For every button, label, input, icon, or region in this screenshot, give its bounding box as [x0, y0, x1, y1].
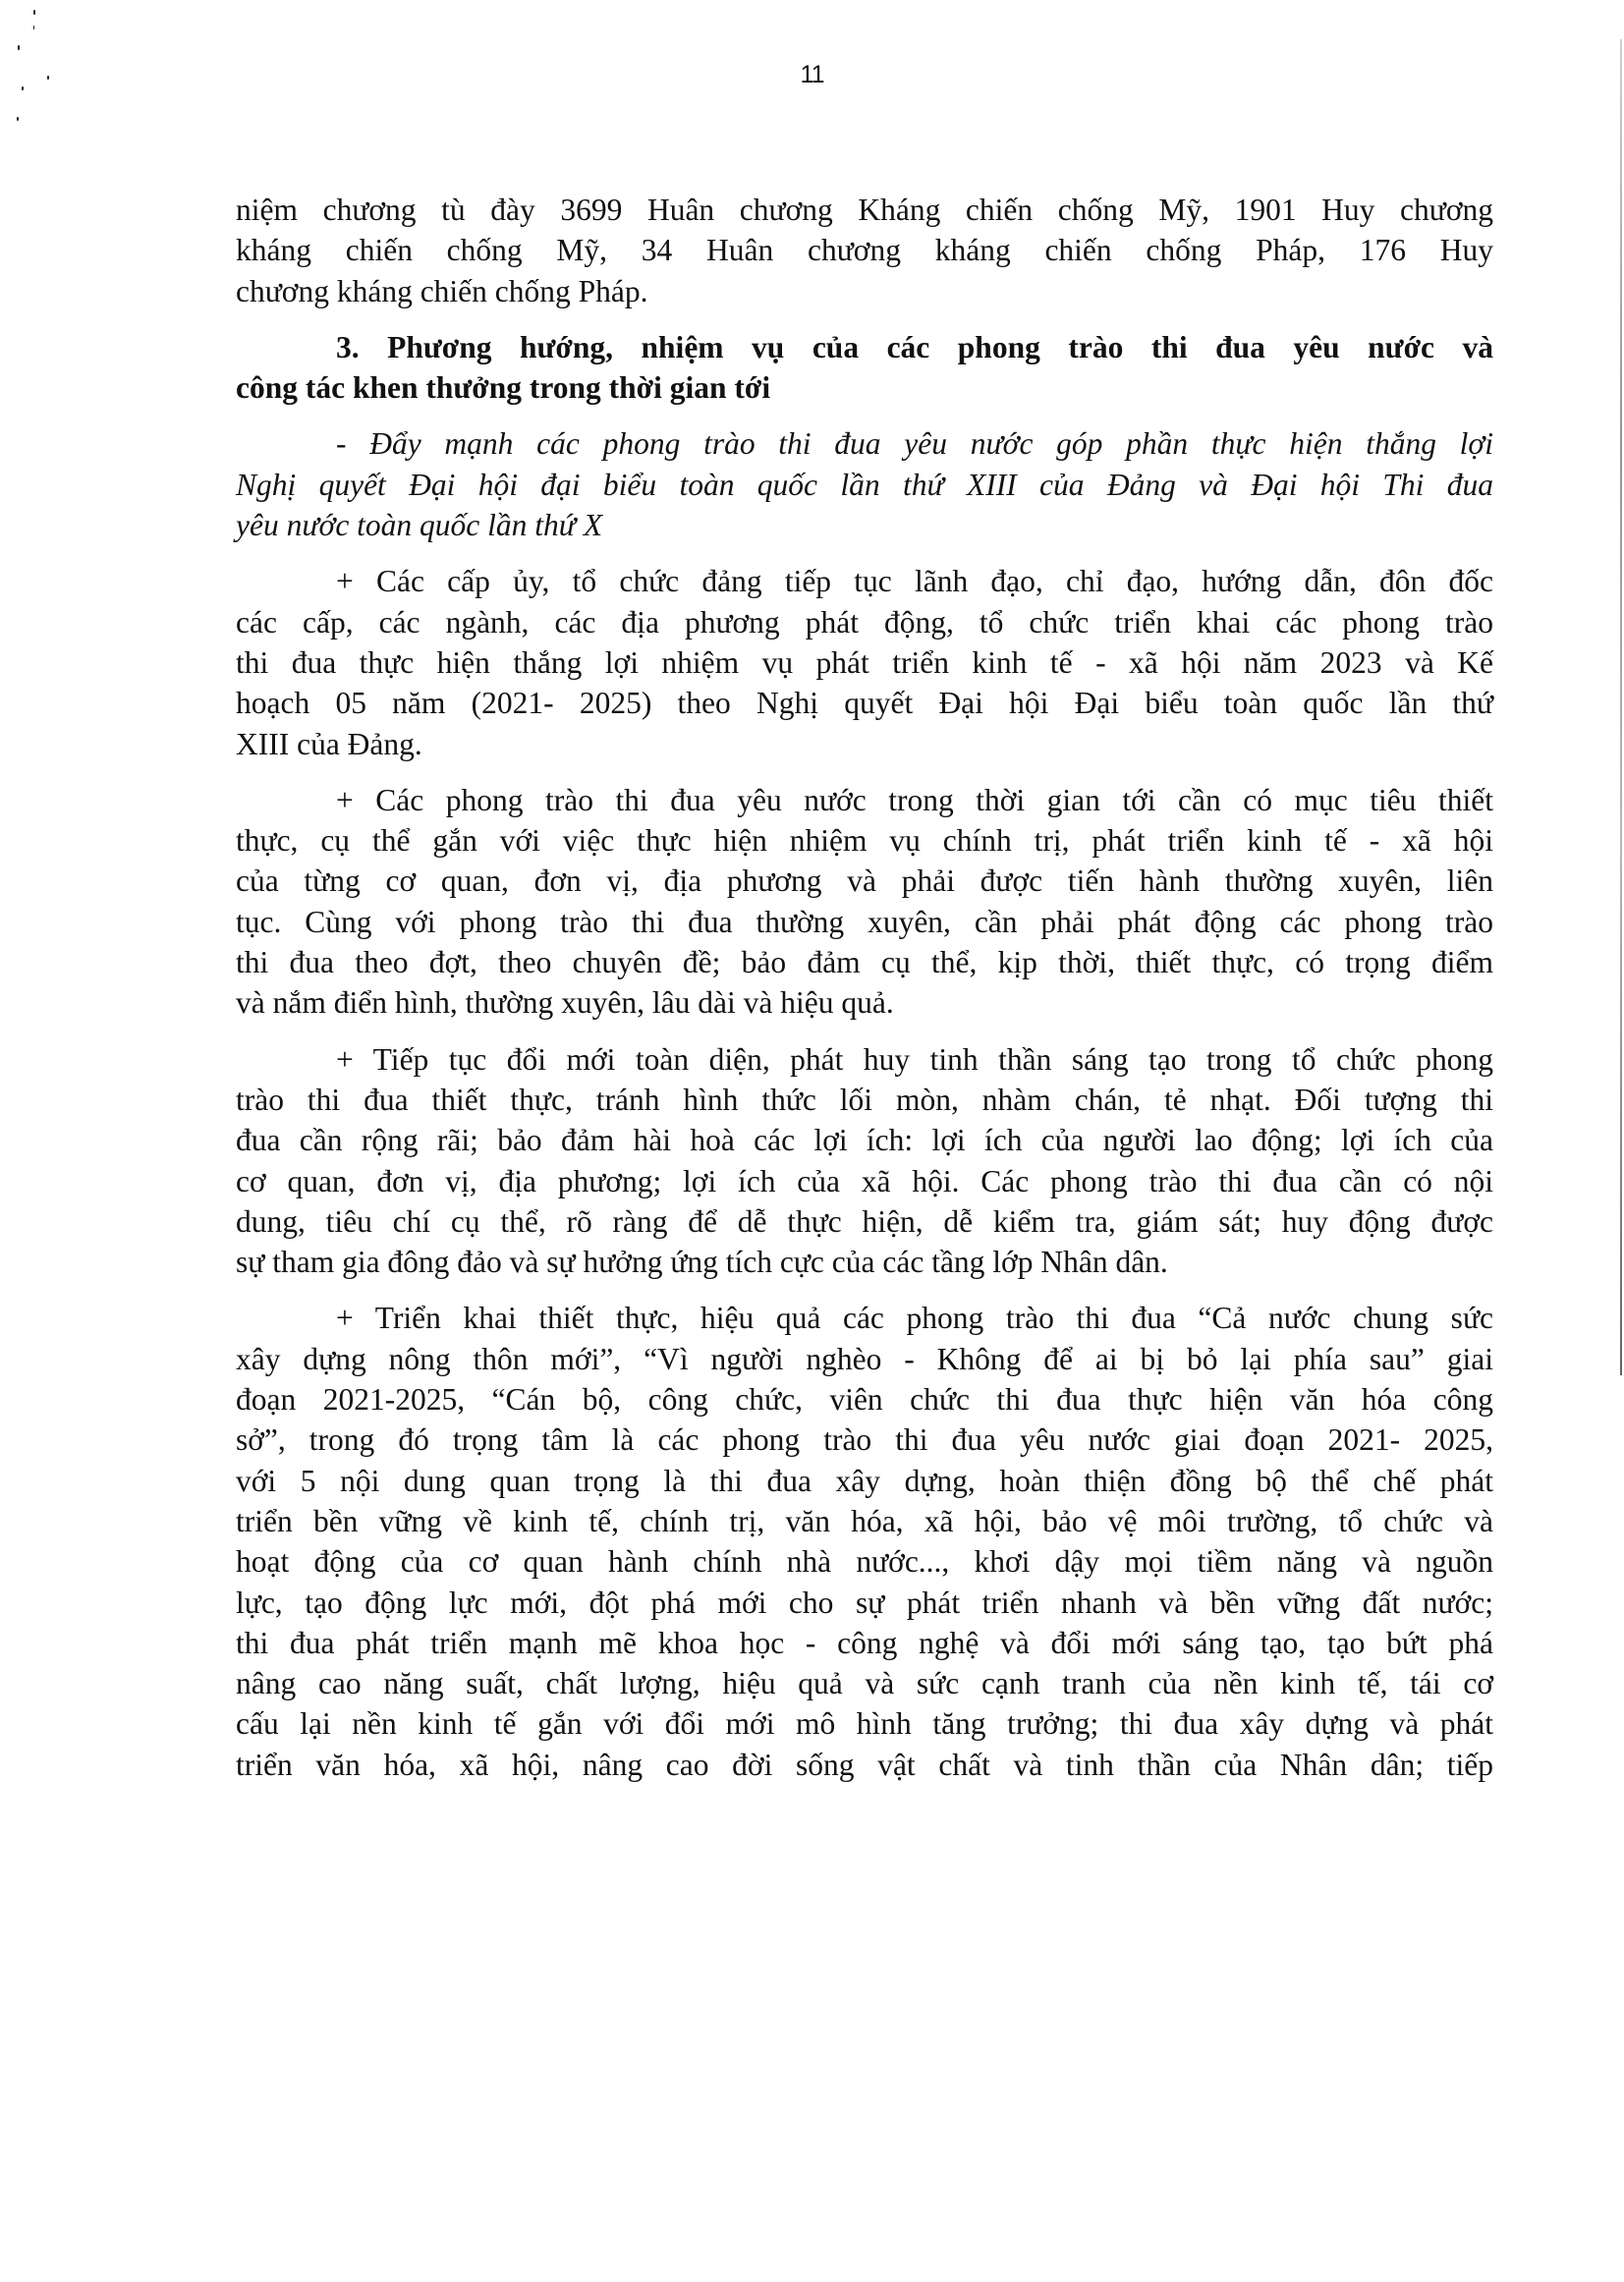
text-line: cấu lại nền kinh tế gắn với đổi mới mô hình tăng trưởng; thi đua xây dựng và phát	[236, 1706, 1493, 1742]
italic-line: - Đẩy mạnh các phong trào thi đua yêu nước góp phần thực hiện thắng lợi	[336, 426, 1493, 462]
text-line: tục. Cùng với phong trào thi đua thường xuyên, cần phải phát động các phong trào	[236, 904, 1493, 939]
subheading-italic	[236, 423, 1493, 545]
text-line: thi đua thực hiện thắng lợi nhiệm vụ phát triển kinh tế - xã hội năm 2023 và Kế	[236, 644, 1493, 680]
text-line: trào thi đua thiết thực, tránh hình thức lối mòn, nhàm chán, tẻ nhạt. Đối tượng thi	[236, 1082, 1493, 1117]
text-line: dung, tiêu chí cụ thể, rõ ràng để dễ thực hiện, dễ kiểm tra, giám sát; huy động được	[236, 1203, 1493, 1239]
text-line: sở”, trong đó trọng tâm là các phong trào thi đua yêu nước giai đoạn 2021- 2025,	[236, 1422, 1493, 1458]
text-line: của từng cơ quan, đơn vị, địa phương và phải được tiến hành thường xuyên, liên	[236, 863, 1493, 899]
text-line: nâng cao năng suất, chất lượng, hiệu quả và sức cạnh tranh của nền kinh tế, tái cơ	[236, 1666, 1493, 1701]
text-line: và nắm điển hình, thường xuyên, lâu dài và hiệu quả.	[236, 985, 894, 1021]
text-line: đua cần rộng rãi; bảo đảm hài hoà các lợi ích: lợi ích của người lao động; lợi ích của	[236, 1123, 1493, 1158]
document-body	[236, 190, 1493, 1785]
scan-speck	[18, 45, 20, 50]
italic-line: yêu nước toàn quốc lần thứ X	[236, 508, 603, 543]
text-line: + Các cấp ủy, tổ chức đảng tiếp tục lãnh đạo, chỉ đạo, hướng dẫn, đôn đốc	[336, 564, 1493, 599]
scan-speck	[47, 76, 49, 80]
page-number: 11	[800, 61, 824, 88]
text-line: các cấp, các ngành, các địa phương phát động, tổ chức triển khai các phong trào	[236, 604, 1493, 640]
text-line: chương kháng chiến chống Pháp.	[236, 273, 648, 308]
text-line: thực, cụ thể gắn với việc thực hiện nhiệm vụ chính trị, phát triển kinh tế - xã hội	[236, 823, 1493, 859]
paragraph-party-leadership	[236, 561, 1493, 763]
paragraph-innovation	[236, 1039, 1493, 1283]
text-line: đoạn 2021-2025, “Cán bộ, công chức, viên chức thi đua thực hiện văn hóa công	[236, 1382, 1493, 1418]
text-line: thi đua phát triển mạnh mẽ khoa học - công nghệ và đổi mới sáng tạo, tạo bứt phá	[236, 1625, 1493, 1660]
text-line: kháng chiến chống Mỹ, 34 Huân chương kháng chiến chống Pháp, 176 Huy	[236, 233, 1493, 268]
text-line: + Triển khai thiết thực, hiệu quả các phong trào thi đua “Cả nước chung sức	[336, 1301, 1493, 1336]
text-line: cơ quan, đơn vị, địa phương; lợi ích của xã hội. Các phong trào thi đua cần có nội	[236, 1163, 1493, 1198]
heading-line: công tác khen thưởng trong thời gian tới	[236, 370, 771, 406]
scan-edge-shadow	[1620, 39, 1622, 1375]
text-line: sự tham gia đông đảo và sự hưởng ứng tích cực của các tầng lớp Nhân dân.	[236, 1245, 1168, 1280]
text-line: + Các phong trào thi đua yêu nước trong thời gian tới cần có mục tiêu thiết	[336, 782, 1493, 817]
text-line: lực, tạo động lực mới, đột phá mới cho sự phát triển nhanh và bền vững đất nước;	[236, 1585, 1493, 1620]
paragraph-implementation	[236, 1298, 1493, 1785]
scan-speck	[33, 26, 34, 29]
text-line: hoạch 05 năm (2021- 2025) theo Nghị quyết Đại hội Đại biểu toàn quốc lần thứ	[236, 686, 1493, 721]
text-line: thi đua theo đợt, theo chuyên đề; bảo đảm cụ thể, kịp thời, thiết thực, có trọng điểm	[236, 945, 1493, 980]
text-line: triển bền vững về kinh tế, chính trị, văn hóa, xã hội, bảo vệ môi trường, tổ chức và	[236, 1503, 1493, 1538]
text-line: niệm chương tù đày 3699 Huân chương Kháng chiến chống Mỹ, 1901 Huy chương	[236, 193, 1493, 227]
scan-speck	[33, 10, 35, 15]
scan-speck	[17, 117, 19, 121]
italic-line: Nghị quyết Đại hội đại biểu toàn quốc lần thứ XIII của Đảng và Đại hội Thi đua	[236, 467, 1493, 502]
heading-line: 3. Phương hướng, nhiệm vụ của các phong trào thi đua yêu nước và	[336, 329, 1493, 364]
text-line: XIII của Đảng.	[236, 726, 422, 761]
scan-speck	[22, 86, 24, 90]
text-line: + Tiếp tục đổi mới toàn diện, phát huy tinh thần sáng tạo trong tổ chức phong	[336, 1041, 1493, 1077]
paragraph-emulation-goals	[236, 780, 1493, 1024]
text-line: với 5 nội dung quan trọng là thi đua xây dựng, hoàn thiện đồng bộ thể chế phát	[236, 1463, 1493, 1498]
paragraph-medals-summary	[236, 190, 1493, 311]
text-line: triển văn hóa, xã hội, nâng cao đời sống vật chất và tinh thần của Nhân dân; tiếp	[236, 1747, 1493, 1782]
section-heading	[236, 327, 1493, 409]
text-line: hoạt động của cơ quan hành chính nhà nước..., khơi dậy mọi tiềm năng và nguồn	[236, 1544, 1493, 1580]
text-line: xây dựng nông thôn mới”, “Vì người nghèo - Không để ai bị bỏ lại phía sau” giai	[236, 1341, 1493, 1376]
